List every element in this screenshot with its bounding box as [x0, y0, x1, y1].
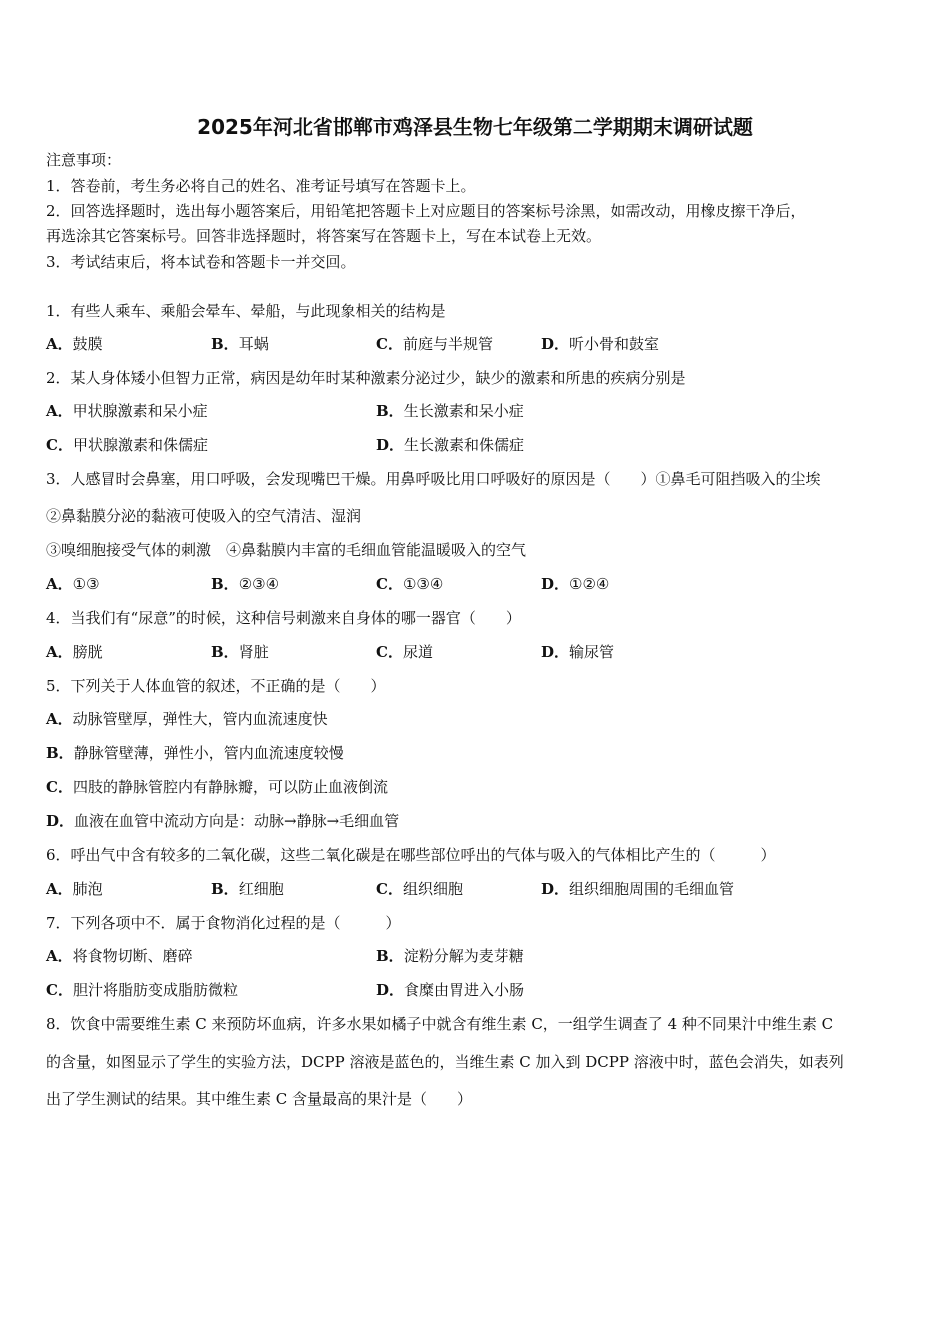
question-2-stem: 2．某人身体矮小但智力正常，病因是幼年时某种激素分泌过少，缺少的激素和所患的疾病分别是 [46, 369, 686, 387]
note-item: 1．答卷前，考生务必将自己的姓名、准考证号填写在答题卡上。 [46, 177, 476, 195]
q7-option-b: B．淀粉分解为麦芽糖 [376, 947, 524, 965]
q2-option-b: B．生长激素和呆小症 [376, 402, 524, 420]
q6-option-a: A．肺泡 [46, 880, 103, 898]
q4-option-c: C．尿道 [376, 643, 433, 661]
question-7-stem: 7．下列各项中不．属于食物消化过程的是（ ） [46, 914, 401, 932]
q3-option-b: B．②③④ [211, 575, 280, 593]
q5-option-d: D．血液在血管中流动方向是：动脉→静脉→毛细血管 [46, 812, 400, 830]
question-8-stem: 出了学生测试的结果。其中维生素 C 含量最高的果汁是（ ） [46, 1090, 473, 1108]
q2-option-a: A．甲状腺激素和呆小症 [46, 402, 208, 420]
q4-option-d: D．输尿管 [541, 643, 615, 661]
q1-option-c: C．前庭与半规管 [376, 335, 493, 353]
question-1-stem: 1．有些人乘车、乘船会晕车、晕船，与此现象相关的结构是 [46, 302, 446, 320]
q5-option-c: C．四肢的静脉管腔内有静脉瓣，可以防止血液倒流 [46, 778, 388, 796]
q6-option-c: C．组织细胞 [376, 880, 463, 898]
question-3-stem: 3．人感冒时会鼻塞，用口呼吸，会发现嘴巴干燥。用鼻呼吸比用口呼吸好的原因是（ ）①鼻毛可阻挡吸入的尘埃 [46, 470, 821, 488]
question-8-stem: 的含量，如图显示了学生的实验方法，DCPP 溶液是蓝色的，当维生素 C 加入到 DCPP 溶液中时，蓝色会消失，如表列 [46, 1053, 844, 1071]
question-3-stem: ③嗅细胞接受气体的刺激 ④鼻黏膜内丰富的毛细血管能温暖吸入的空气 [46, 541, 527, 559]
q4-option-a: A．膀胱 [46, 643, 103, 661]
note-item: 2．回答选择题时，选出每小题答案后，用铅笔把答题卡上对应题目的答案标号涂黑，如需改动，用橡皮擦干净后， [46, 202, 806, 220]
note-item: 再选涂其它答案标号。回答非选择题时，将答案写在答题卡上，写在本试卷上无效。 [46, 227, 602, 245]
q2-option-c: C．甲状腺激素和侏儒症 [46, 436, 208, 454]
q1-option-d: D．听小骨和鼓室 [541, 335, 660, 353]
note-item: 3．考试结束后，将本试卷和答题卡一并交回。 [46, 253, 356, 271]
q5-option-a: A．动脉管壁厚，弹性大，管内血流速度快 [46, 710, 328, 728]
q1-option-b: B．耳蜗 [211, 335, 269, 353]
q3-option-a: A．①③ [46, 575, 100, 593]
q6-option-d: D．组织细胞周围的毛细血管 [541, 880, 735, 898]
question-6-stem: 6．呼出气中含有较多的二氧化碳，这些二氧化碳是在哪些部位呼出的气体与吸入的气体相比产生的（ ） [46, 846, 776, 864]
q3-option-c: C．①③④ [376, 575, 444, 593]
question-8-stem: 8．饮食中需要维生素 C 来预防坏血病，许多水果如橘子中就含有维生素 C，一组学生调查了 4 种不同果汁中维生素 C [46, 1015, 834, 1033]
q7-option-c: C．胆汁将脂肪变成脂肪微粒 [46, 981, 238, 999]
q5-option-b: B．静脉管壁薄，弹性小，管内血流速度较慢 [46, 744, 344, 762]
q3-option-d: D．①②④ [541, 575, 610, 593]
q7-option-d: D．食糜由胃进入小肠 [376, 981, 525, 999]
q7-option-a: A．将食物切断、磨碎 [46, 947, 193, 965]
question-5-stem: 5．下列关于人体血管的叙述，不正确的是（ ） [46, 677, 386, 695]
question-3-stem: ②鼻黏膜分泌的黏液可使吸入的空气清洁、湿润 [46, 507, 362, 525]
page-title: 2025年河北省邯郸市鸡泽县生物七年级第二学期期末调研试题 [197, 115, 753, 139]
notes-heading: 注意事项： [46, 151, 122, 169]
q2-option-d: D．生长激素和侏儒症 [376, 436, 525, 454]
q1-option-a: A．鼓膜 [46, 335, 103, 353]
q6-option-b: B．红细胞 [211, 880, 284, 898]
question-4-stem: 4．当我们有“尿意”的时候，这种信号刺激来自身体的哪一器官（ ） [46, 609, 521, 627]
q4-option-b: B．肾脏 [211, 643, 269, 661]
